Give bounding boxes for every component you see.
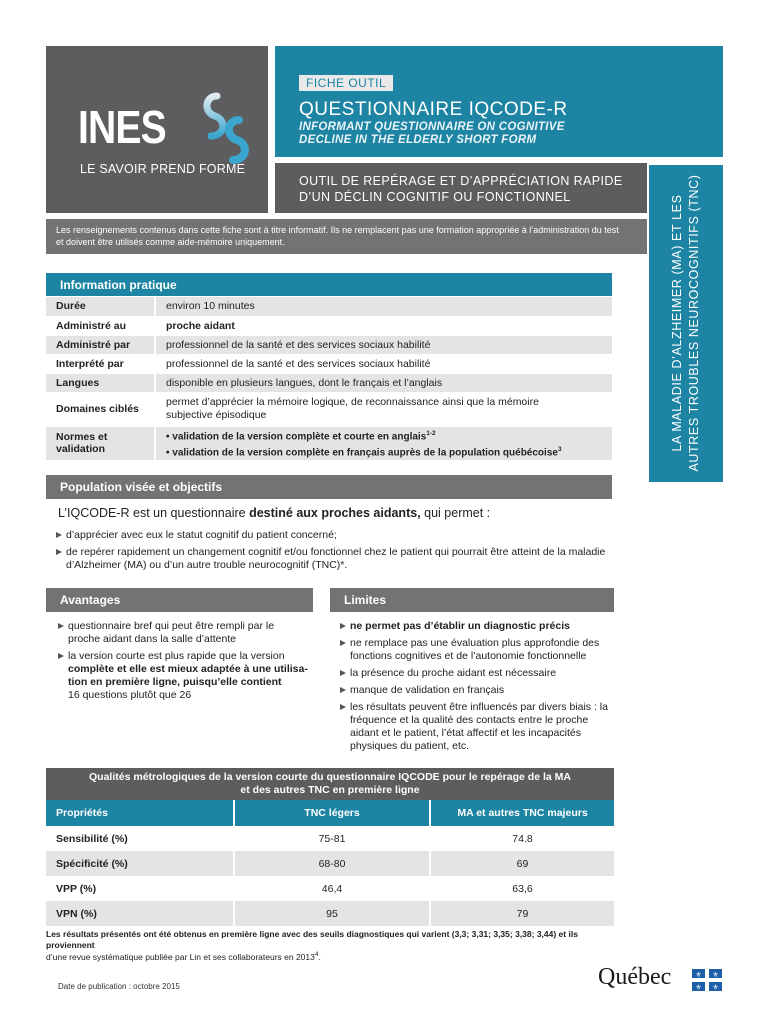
english-subtitle xyxy=(299,121,629,147)
logo-block xyxy=(46,46,268,213)
logo-ss-icon xyxy=(195,90,255,170)
info-value xyxy=(155,426,612,460)
svg-text:⚜: ⚜ xyxy=(695,983,702,991)
info-heading-text: Information pratique xyxy=(60,278,177,292)
logo-tagline: LE SAVOIR PREND FORME xyxy=(80,162,246,176)
tool-description-block xyxy=(275,163,647,213)
value-cell: 74.8 xyxy=(512,832,533,845)
side-tab xyxy=(649,165,723,482)
info-label-line2: validation xyxy=(56,443,106,455)
info-value: disponible en plusieurs langues, dont le français et l’anglais xyxy=(155,373,612,392)
metrics-caption xyxy=(46,768,614,800)
list-item xyxy=(340,684,608,697)
advantage-line4: 16 questions plutôt que 26 xyxy=(68,689,192,701)
population-section-heading xyxy=(46,475,612,499)
column-header: TNC légers xyxy=(234,800,430,826)
list-item xyxy=(340,667,608,680)
triangle-bullet-icon xyxy=(58,653,64,659)
list-item xyxy=(58,650,308,702)
info-table xyxy=(46,297,612,461)
info-label: Administré par xyxy=(46,335,155,354)
disclaimer-text xyxy=(56,224,639,248)
property-cell: Spécificité (%) xyxy=(46,851,234,876)
info-label: Administré au xyxy=(46,316,155,335)
list-item-text: de repérer rapidement un changement cognitif et/ou fonctionnel chez le patient qui pourrait être atteint de la maladie d’Alzheimer (MA) ou d’un autre trouble neurocognitif (TNC)*. xyxy=(66,546,606,571)
list-item-text: la présence du proche aidant est nécessaire xyxy=(350,667,557,679)
info-value: proche aidant xyxy=(155,316,612,335)
list-item xyxy=(340,620,608,633)
tool-description xyxy=(299,173,629,205)
metrics-header-row xyxy=(46,800,614,826)
list-item xyxy=(58,620,308,646)
table-row xyxy=(46,426,612,460)
side-tab-line1: LA MALADIE D’ALZHEIMER (MA) ET LES xyxy=(670,194,684,452)
table-row xyxy=(46,297,612,316)
list-item xyxy=(340,701,608,753)
value-cell: 46,4 xyxy=(234,876,430,901)
limits-list xyxy=(340,620,608,757)
limits-heading-text: Limites xyxy=(344,593,387,607)
list-item-text: manque de validation en français xyxy=(350,684,505,696)
list-item-text: ne remplace pas une évaluation plus approfondie des fonctions cognitives et de l’autonomie fonctionnelle xyxy=(350,637,600,662)
info-value: professionnel de la santé et des services sociaux habilité xyxy=(155,335,612,354)
population-bullets xyxy=(56,529,616,576)
list-item xyxy=(56,529,616,542)
column-header: MA et autres TNC majeurs xyxy=(430,800,614,826)
table-row xyxy=(46,901,614,926)
disclaimer-line1: Les renseignements contenus dans cette fiche sont à titre informatif. Ils ne remplacent pas une formation appropriée à l’administration du test xyxy=(56,225,619,235)
triangle-bullet-icon xyxy=(58,623,64,629)
footnote-line2: d’une revue systématique publiée par Lin et ses collaborateurs en 2013$^4$. xyxy=(46,951,321,962)
advantages-heading-text: Avantages xyxy=(60,593,121,607)
table-row xyxy=(46,851,614,876)
intro-bold: destiné aux proches aidants, xyxy=(249,506,421,520)
metrics-caption-line1: Qualités métrologiques de la version courte du questionnaire IQCODE pour le repérage de la MA xyxy=(89,771,571,783)
table-row xyxy=(46,392,612,426)
value-cell: 79 xyxy=(430,901,614,926)
title-block xyxy=(275,46,723,157)
fiche-label: FICHE OUTIL xyxy=(299,75,393,91)
info-label xyxy=(46,426,155,460)
value-cell: 95 xyxy=(234,901,430,926)
column-header: Propriétés xyxy=(46,800,234,826)
property-cell: Sensibilité (%) xyxy=(46,826,234,851)
info-value-line1: permet d’apprécier la mémoire logique, de reconnaissance ainsi que la mémoire xyxy=(166,396,539,408)
triangle-bullet-icon xyxy=(340,687,346,693)
triangle-bullet-icon xyxy=(340,623,346,629)
population-heading-text: Population visée et objectifs xyxy=(60,480,223,494)
footnote-line2-text: d’une revue systématique publiée par Lin et ses collaborateurs en 2013 xyxy=(46,951,315,962)
info-value-line2 xyxy=(166,443,612,459)
population-intro xyxy=(58,506,618,520)
advantage-line3: tion en première ligne, puisqu’elle contient xyxy=(68,676,282,688)
triangle-bullet-icon xyxy=(340,704,346,710)
quebec-logo-text: Québec xyxy=(598,964,672,990)
intro-prefix: L’IQCODE-R est un questionnaire xyxy=(58,506,250,520)
disclaimer-line2: et doivent être utilisés comme aide-mémoire uniquement. xyxy=(56,237,285,247)
metrics-caption-line2: et des autres TNC en première ligne xyxy=(240,784,420,796)
table-row xyxy=(46,876,614,901)
info-value xyxy=(155,392,612,426)
table-row xyxy=(46,373,612,392)
info-value: environ 10 minutes xyxy=(155,297,612,316)
footnote xyxy=(46,929,616,962)
quebec-flag-icon xyxy=(692,969,722,991)
value-cell: 68-80 xyxy=(234,851,430,876)
norms-line1-ref: 1-2 xyxy=(426,429,436,437)
list-item-text: ne permet pas d’établir un diagnostic précis xyxy=(350,620,570,632)
info-label: Domaines ciblés xyxy=(46,392,155,426)
value-cell: 75-81 xyxy=(234,826,430,851)
page-title: QUESTIONNAIRE IQCODE-R xyxy=(299,99,568,120)
english-subtitle-line2: DECLINE IN THE ELDERLY SHORT FORM xyxy=(299,134,537,146)
advantages-list xyxy=(58,620,308,706)
norms-line1-text: • validation de la version complète et courte en anglais xyxy=(166,431,427,442)
tool-description-line1: OUTIL DE REPÉRAGE ET D’APPRÉCIATION RAPIDE xyxy=(299,174,623,188)
footnote-ref: 4 xyxy=(314,951,319,958)
metrics-table xyxy=(46,768,614,926)
tool-description-line2: D’UN DÉCLIN COGNITIF OU FONCTIONNEL xyxy=(299,190,571,204)
list-item xyxy=(340,637,608,663)
english-subtitle-line1: INFORMANT QUESTIONNAIRE ON COGNITIVE xyxy=(299,121,565,133)
side-tab-text xyxy=(669,173,703,473)
info-label: Interprété par xyxy=(46,354,155,373)
list-item-text: les résultats peuvent être influencés par divers biais : la fréquence et la qualité des contacts entre le proche aidant et le patient, l’état affectif et les incapacités physiques du patient, etc. xyxy=(350,701,608,752)
side-tab-line2: AUTRES TROUBLES NEUROCOGNITIFS (TNC) xyxy=(687,174,701,472)
advantages-heading xyxy=(46,588,313,612)
triangle-bullet-icon xyxy=(56,532,62,538)
limits-heading xyxy=(330,588,614,612)
disclaimer-banner xyxy=(46,219,647,254)
norms-line2-ref: 3 xyxy=(557,446,562,453)
advantage-line2: complète et elle est mieux adaptée à une utilisa- xyxy=(68,663,308,675)
list-item-text: d’apprécier avec eux le statut cognitif du patient concerné; xyxy=(66,529,337,541)
triangle-bullet-icon xyxy=(56,549,62,555)
table-row xyxy=(46,354,612,373)
triangle-bullet-icon xyxy=(340,640,346,646)
table-row xyxy=(46,826,614,851)
svg-text:⚜: ⚜ xyxy=(695,971,702,979)
svg-text:⚜: ⚜ xyxy=(712,983,719,991)
footnote-line1: Les résultats présentés ont été obtenus en première ligne avec des seuils diagnostiques qui varient (3,3; 3,31; 3,35; 3,38; 3,44) et ils proviennent xyxy=(46,929,578,950)
info-section-heading xyxy=(46,273,612,296)
svg-text:⚜: ⚜ xyxy=(712,971,719,979)
intro-suffix: qui permet : xyxy=(420,506,491,520)
property-cell: VPP (%) xyxy=(46,876,234,901)
advantage-line1: la version courte est plus rapide que la version xyxy=(68,650,285,662)
table-row xyxy=(46,335,612,354)
info-value-line1 xyxy=(166,427,612,443)
value-cell: 69 xyxy=(430,851,614,876)
norms-line2-text: • validation de la version complète en français auprès de la population québécoise xyxy=(166,447,558,459)
value-cell: 63,6 xyxy=(512,882,533,895)
metrics-caption-row xyxy=(46,768,614,800)
list-item xyxy=(56,546,616,572)
publication-date: Date de publication : octobre 2015 xyxy=(58,982,180,991)
info-label-line1: Normes et xyxy=(56,431,108,443)
logo-wordmark: INES xyxy=(78,101,166,153)
info-value-line2: subjective épisodique xyxy=(166,409,267,421)
triangle-bullet-icon xyxy=(340,670,346,676)
info-value: professionnel de la santé et des services sociaux habilité xyxy=(155,354,612,373)
table-row xyxy=(46,316,612,335)
info-label: Langues xyxy=(46,373,155,392)
info-label: Durée xyxy=(46,297,155,316)
list-item-text: questionnaire bref qui peut être rempli par le proche aidant dans la salle d’attente xyxy=(68,620,275,645)
property-cell: VPN (%) xyxy=(46,901,234,926)
